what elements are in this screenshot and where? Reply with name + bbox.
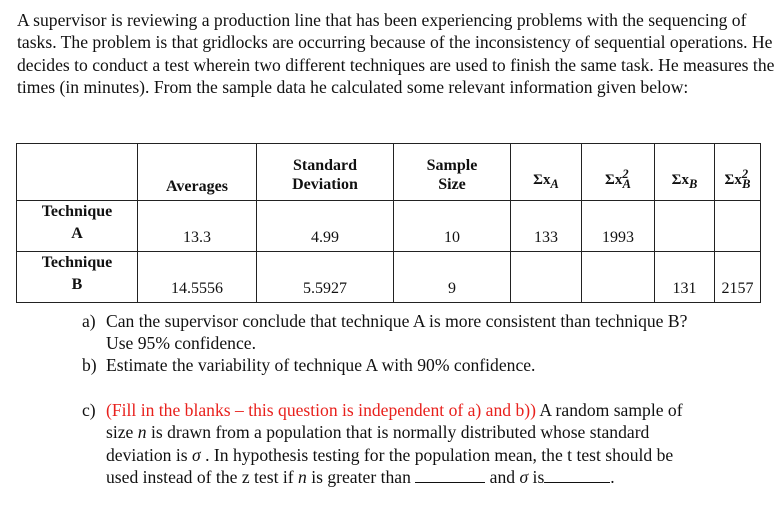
- header-empty: [17, 144, 138, 201]
- question-c-label: c): [82, 400, 96, 420]
- cell-size: 10: [394, 201, 511, 252]
- question-c-line2-a: size: [106, 422, 138, 443]
- row-label-line2: B: [71, 276, 83, 293]
- variable-n: n: [298, 467, 307, 488]
- sum-xa-subscript: A: [550, 177, 559, 191]
- header-sum-xb: [655, 144, 715, 201]
- cell-sum-xa: 133: [511, 201, 582, 252]
- question-c-line4-c: and: [485, 467, 520, 488]
- question-c-line4-b: is greater than: [306, 467, 416, 488]
- header-averages-label: Averages: [166, 178, 228, 195]
- sum-xb2-symbol: Σx: [724, 172, 742, 188]
- cell-sum-xb: [655, 201, 715, 252]
- question-a: [82, 310, 687, 355]
- question-c-line1-rest: A random sample of: [536, 400, 683, 420]
- question-c-line3-b: . In hypothesis testing for the population mean, the t test should be: [200, 444, 674, 465]
- cell-std: 5.5927: [257, 252, 394, 303]
- question-b: [82, 354, 535, 376]
- sum-xb-symbol: Σx: [671, 172, 689, 188]
- question-c-line4-a: used instead of the z test if: [106, 467, 299, 488]
- cell-sum-xb: 131: [655, 252, 715, 303]
- question-a-line2: Use 95% confidence.: [106, 333, 256, 354]
- header-std: [257, 144, 394, 201]
- header-size: [394, 144, 511, 201]
- variable-sigma: σ: [519, 467, 529, 488]
- sum-xa2-subscript: A: [622, 177, 631, 191]
- header-sum-xb2: [715, 144, 761, 201]
- question-c: [82, 399, 683, 489]
- cell-sum-xb2: 2157: [715, 252, 761, 303]
- question-c-end: .: [610, 467, 615, 488]
- sum-xb2-subscript: B: [742, 177, 751, 191]
- cell-sum-xa: [511, 252, 582, 303]
- header-sum-xa2: [582, 144, 655, 201]
- sum-xa2-symbol: Σx: [605, 172, 623, 188]
- sum-xa2-superscript: 2: [622, 167, 629, 181]
- question-b-label: b): [82, 355, 97, 375]
- question-c-line4-d: is: [528, 467, 545, 488]
- variable-sigma: σ: [192, 444, 201, 465]
- header-size-line2: Size: [438, 176, 466, 193]
- question-c-line2-b: is drawn from a population that is normally distributed whose standard: [146, 422, 650, 443]
- question-c-line3-a: deviation is: [106, 444, 193, 465]
- cell-sum-xb2: [715, 201, 761, 252]
- cell-size: 9: [394, 252, 511, 303]
- row-label-line1: Technique: [41, 203, 113, 220]
- question-b-text: Estimate the variability of technique A with 90% confidence.: [106, 355, 536, 375]
- row-label: [17, 252, 138, 303]
- table-row: [17, 201, 761, 252]
- cell-std: 4.99: [257, 201, 394, 252]
- summary-table: [16, 143, 761, 303]
- cell-average: 14.5556: [138, 252, 257, 303]
- cell-sum-xa2: 1993: [582, 201, 655, 252]
- question-a-line1: Can the supervisor conclude that technique A is more consistent than technique B?: [106, 311, 688, 331]
- table-header-row: [17, 144, 761, 201]
- table-row: [17, 252, 761, 303]
- row-label-line2: A: [71, 225, 83, 242]
- header-std-line2: Deviation: [292, 176, 358, 193]
- header-std-line1: Standard: [292, 157, 358, 174]
- variable-n: n: [137, 422, 147, 443]
- question-a-label: a): [82, 311, 96, 331]
- header-averages: [138, 144, 257, 201]
- answer-blank-2[interactable]: [544, 468, 610, 483]
- row-label: [17, 201, 138, 252]
- sum-xa-symbol: Σx: [533, 172, 551, 188]
- problem-intro: A supervisor is reviewing a production line that has been experiencing problems with the sequencing of tasks. The problem is that gridlocks are occurring because of the inconsistency of sequential operations. He decides to conduct a test wherein two different techniques are used to finish the same task. He measures the times (in minutes). From the sample data he calculated some relevant information given below:: [17, 10, 775, 98]
- sum-xb2-superscript: 2: [741, 167, 749, 181]
- question-c-instruction: (Fill in the blanks – this question is independent of a) and b)): [106, 400, 536, 420]
- row-label-line1: Technique: [41, 254, 113, 271]
- cell-sum-xa2: [582, 252, 655, 303]
- header-size-line1: Sample: [426, 157, 478, 174]
- header-sum-xa: [511, 144, 582, 201]
- sum-xb-subscript: B: [688, 177, 698, 191]
- cell-average: 13.3: [138, 201, 257, 252]
- answer-blank-1[interactable]: [415, 468, 485, 483]
